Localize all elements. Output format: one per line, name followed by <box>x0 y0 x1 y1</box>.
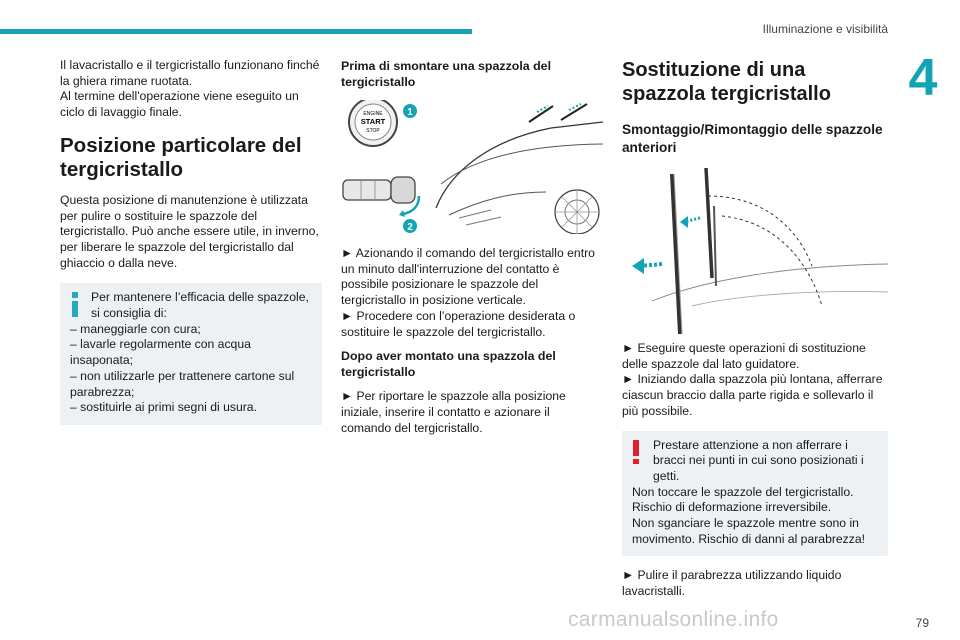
warning-line: Prestare attenzione a non afferrare i bracci nei punti in cui sono posizionati i getti. <box>653 437 864 483</box>
header-accent-bar <box>0 29 472 34</box>
section-heading-maintenance-position: Posizione particolare del tergicristallo <box>60 133 302 181</box>
warning-icon <box>632 440 640 466</box>
info-item: – maneggiarle con cura; <box>70 321 201 336</box>
svg-text:STOP: STOP <box>366 128 380 134</box>
section-heading-replace-blade: Sostituzione di una spazzola tergicristallo <box>622 59 831 105</box>
warning-line: Rischio di deformazione irreversibile. <box>632 500 832 515</box>
wiper-blade-removal-illustration <box>622 166 888 334</box>
svg-text:1: 1 <box>407 107 413 118</box>
step-proceed: ► Procedere con l’operazione desiderata o sostituire le spazzole del tergicristallo. <box>341 308 576 339</box>
column-3 <box>622 58 888 600</box>
column-1 <box>60 58 322 425</box>
info-item: – sostituirle ai primi segni di usura. <box>70 400 257 415</box>
step-position-vertical: ► Azionando il comando del tergicristallo entro un minuto dall'interruzione del contatto è possibile posizionare le spazzole del tergicristallo in posizione verticale. <box>341 246 595 308</box>
wiper-removal-svg <box>622 166 888 334</box>
subheading-before-removal: Prima di smontare una spazzola del tergicristallo <box>341 59 552 89</box>
svg-text:ENGINE: ENGINE <box>363 111 383 117</box>
warning-line: Non sganciare le spazzole mentre sono in movimento. Rischio di danni al parabrezza! <box>632 516 866 546</box>
section-title: Illuminazione e visibilità <box>762 22 888 36</box>
info-item: – lavarle regolarmente con acqua insaponata; <box>70 337 251 368</box>
svg-text:2: 2 <box>407 222 413 233</box>
maintenance-position-text: Questa posizione di manutenzione è utilizzata per pulire o sostituire le spazzole del tergicristallo. Può anche essere utile, in inverno, per liberare le spazzole del tergicristallo dal ghiaccio o dalla neve. <box>60 192 319 270</box>
watermark: carmanualsonline.info <box>568 608 779 631</box>
step-lift-arm: ► Iniziando dalla spazzola più lontana, afferrare ciascun braccio dalla parte rigida e sollevarlo il più possibile. <box>622 372 883 418</box>
step-return-position: ► Per riportare le spazzole alla posizione iniziale, inserire il contatto e azionare il comando del tergicristallo. <box>341 389 566 435</box>
warning-line: Non toccare le spazzole del tergicristallo. <box>632 484 854 499</box>
svg-text:START: START <box>360 117 386 126</box>
info-icon <box>70 292 80 318</box>
step-driver-side: ► Eseguire queste operazioni di sostituzione delle spazzole dal lato guidatore. <box>622 341 866 371</box>
intro-paragraph-1: Il lavacristallo e il tergicristallo funzionano finché la ghiera rimane ruotata. <box>60 58 320 88</box>
car-wiper-svg <box>341 100 603 234</box>
subheading-after-mounting: Dopo aver montato una spazzola del tergicristallo <box>341 349 556 380</box>
wiper-stalk <box>343 180 391 200</box>
warning-box <box>622 431 888 557</box>
page-number: 79 <box>915 616 929 630</box>
wiper-control-illustration <box>341 100 603 234</box>
info-box <box>60 283 322 425</box>
chapter-number: 4 <box>908 49 938 107</box>
info-box-intro: Per mantenere l’efficacia delle spazzole, si consiglia di: <box>91 290 309 321</box>
info-item: – non utilizzarle per trattenere cartone sul parabrezza; <box>70 368 295 399</box>
column-2 <box>341 58 603 436</box>
step-clean-windscreen: ► Pulire il parabrezza utilizzando liquido lavacristalli. <box>622 568 842 599</box>
subheading-front-blades: Smontaggio/Rimontaggio delle spazzole anteriori <box>622 122 883 155</box>
intro-paragraph-2: Al termine dell'operazione viene eseguito un ciclo di lavaggio finale. <box>60 89 299 120</box>
